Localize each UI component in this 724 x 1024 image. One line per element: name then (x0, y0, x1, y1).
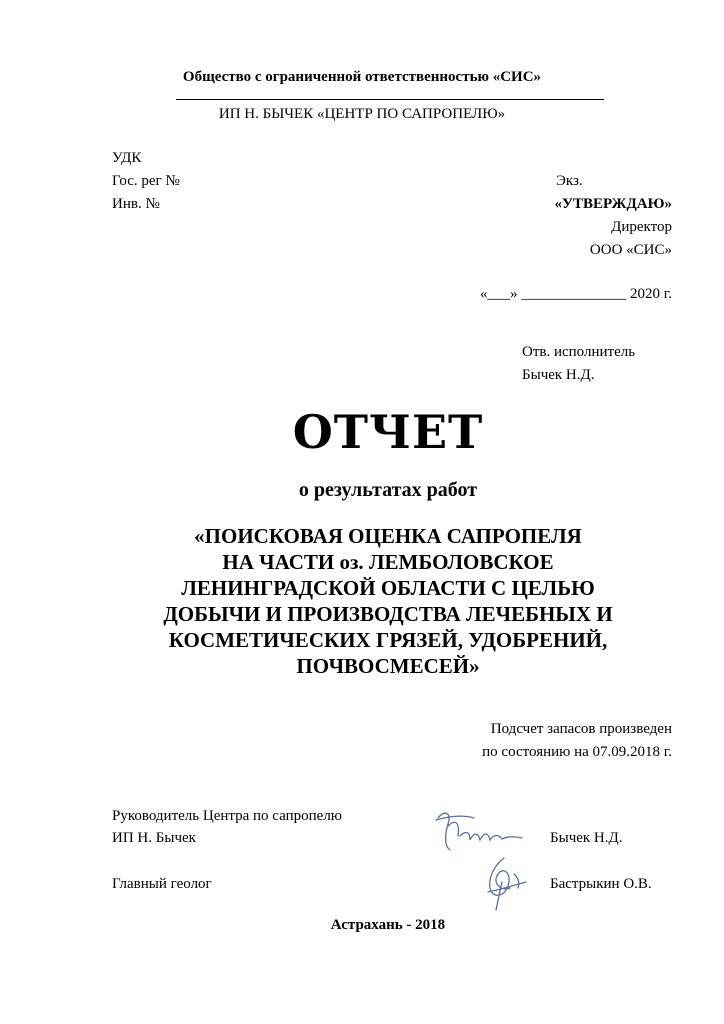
project-title-line: ЛЕНИНГРАДСКОЙ ОБЛАСТИ С ЦЕЛЬЮ (181, 576, 595, 600)
city-year: Астрахань - 2018 (330, 917, 446, 933)
reserves-line-2: по состоянию на 07.09.2018 г. (482, 744, 672, 760)
head-signature (430, 806, 530, 858)
udk-label: УДК (112, 150, 142, 166)
report-subtitle: о результатах работ (298, 479, 478, 501)
approver-position: Директор (611, 219, 672, 235)
inv-label: Инв. № (112, 196, 160, 212)
project-title-line: НА ЧАСТИ оз. ЛЕМБОЛОВСКОЕ (222, 550, 554, 574)
project-title-line: «ПОИСКОВАЯ ОЦЕНКА САПРОПЕЛЯ (194, 524, 582, 548)
report-title: ОТЧЕТ (292, 405, 484, 459)
contractor-name: ИП Н. БЫЧЕК «ЦЕНТР ПО САПРОПЕЛЮ» (218, 106, 506, 122)
head-title-line-2: ИП Н. Бычек (112, 830, 196, 846)
organization-name: Общество с ограниченной ответственностью «СИС» (182, 69, 542, 85)
responsible-name: Бычек Н.Д. (522, 367, 595, 383)
geologist-title: Главный геолог (112, 876, 212, 892)
head-title-line-1: Руководитель Центра по сапропелю (112, 808, 343, 824)
project-title-line: КОСМЕТИЧЕСКИХ ГРЯЗЕЙ, УДОБРЕНИЙ, (168, 628, 608, 652)
reserves-line-1: Подсчет запасов произведен (490, 721, 672, 737)
header-rule (176, 99, 604, 100)
approval-date-line: «___» ______________ 2020 г. (480, 286, 672, 302)
approve-stamp: «УТВЕРЖДАЮ» (554, 196, 672, 212)
geologist-name: Бастрыкин О.В. (550, 876, 652, 892)
project-title-line: ДОБЫЧИ И ПРОИЗВОДСТВА ЛЕЧЕБНЫХ И (163, 602, 613, 626)
head-name: Бычек Н.Д. (550, 830, 623, 846)
project-title-line: ПОЧВОСМЕСЕЙ» (296, 654, 480, 678)
gos-reg-label: Гос. рег № (112, 173, 180, 189)
responsible-role: Отв. исполнитель (522, 344, 636, 360)
approver-company: ООО «СИС» (589, 242, 672, 258)
project-title (0, 523, 724, 679)
geologist-signature (474, 852, 534, 914)
copy-label: Экз. (556, 173, 583, 189)
